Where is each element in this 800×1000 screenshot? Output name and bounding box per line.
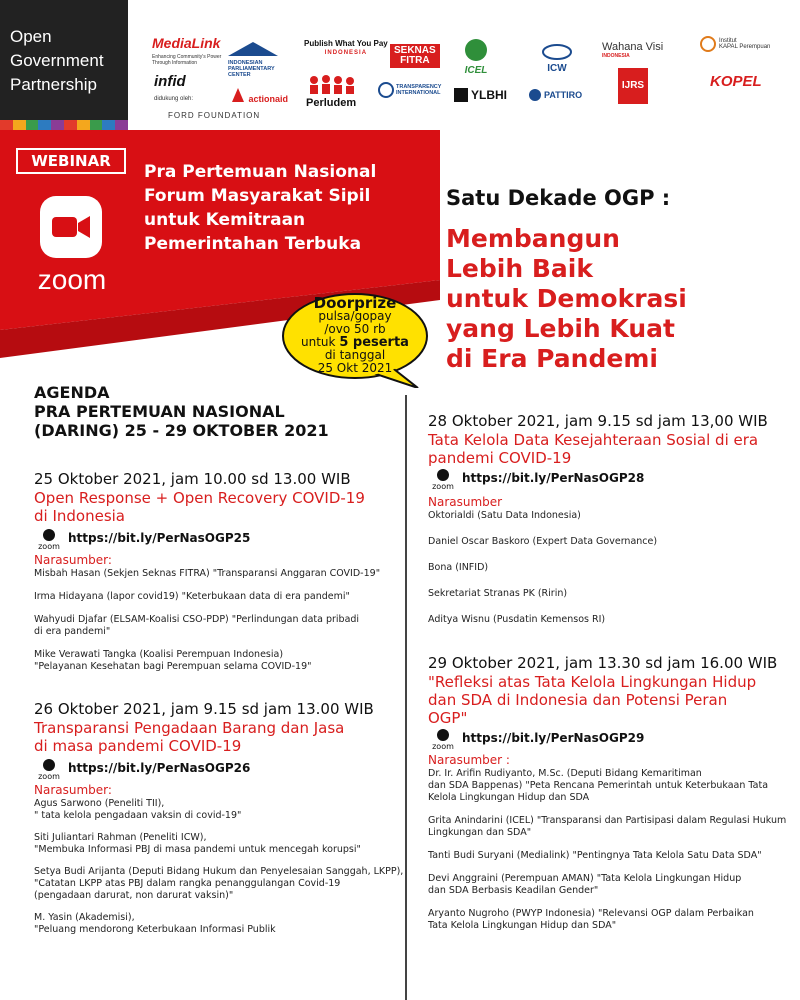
ogp-logo-box (0, 0, 128, 130)
session-topic-line: di masa pandemi COVID-19 (34, 737, 242, 755)
speaker-line: Aryanto Nugroho (PWYP Indonesia) "Relevansi OGP dalam Perbaikan (428, 908, 754, 919)
session-topic-line: "Refleksi atas Tata Kelola Lingkungan Hidup (428, 673, 757, 691)
session-link-row (428, 469, 798, 491)
doorprize-title: Doorprize (313, 294, 397, 312)
narasumber-heading: Narasumber: (34, 783, 112, 797)
speaker-line: dan SDA Bappenas) "Peta Rencana Pemerintah untuk Keterbukaan Tata (428, 780, 769, 791)
ogp-stripe (38, 120, 51, 130)
satu-dekade-heading: Satu Dekade OGP : (446, 186, 671, 210)
speaker-entry (34, 866, 404, 902)
medialink-logo: MediaLink Enhancing Community's Power Through Information (152, 35, 222, 66)
session-topic-line: Transparansi Pengadaan Barang dan Jasa (34, 719, 345, 737)
session-registration-link[interactable]: https://bit.ly/PerNasOGP25 (68, 531, 251, 545)
ogp-color-stripes (0, 120, 128, 130)
speaker-line: Misbah Hasan (Sekjen Seknas FITRA) "Transparansi Anggaran COVID-19" (34, 568, 381, 579)
speaker-entry (428, 562, 798, 574)
speaker-entry (428, 908, 798, 932)
seknas-fitra-logo: SEKNAS FITRA (390, 44, 440, 68)
zoom-small-label: zoom (38, 542, 60, 551)
pwyp-logo: Publish What You Pay INDONESIA (304, 39, 388, 56)
didukung-label: didukung oleh: (154, 96, 194, 102)
pra-title-line: Pra Pertemuan Nasional (144, 162, 377, 182)
ogp-stripe (0, 120, 13, 130)
speaker-entry (428, 815, 798, 839)
session-topic (34, 489, 404, 525)
ogp-text-line3: Partnership (10, 75, 97, 94)
speaker-entry (428, 588, 798, 600)
perludem-logo: Perludem (306, 74, 356, 109)
speaker-entry (34, 912, 404, 936)
main-headline-line: untuk Demokrasi (446, 284, 687, 313)
ogp-stripe (51, 120, 64, 130)
wahana-visi-logo: Wahana Visi INDONESIA (602, 41, 664, 59)
doorprize-line: di tanggal (324, 348, 386, 362)
ylbhi-logo: YLBHI (454, 88, 507, 102)
ford-foundation-logo: FORD FOUNDATION (168, 111, 261, 120)
speaker-entry (34, 568, 404, 580)
session-registration-link[interactable]: https://bit.ly/PerNasOGP29 (462, 731, 645, 745)
speaker-entry (428, 850, 798, 862)
session-link-row (34, 759, 404, 781)
speaker-entry (34, 832, 404, 856)
session-date: 29 Oktober 2021, jam 13.30 sd jam 16.00 WIB (428, 654, 778, 672)
session-link-row (34, 529, 404, 551)
narasumber-heading: Narasumber (428, 495, 503, 509)
doorprize-text (290, 294, 420, 375)
pattiro-icon (528, 88, 542, 102)
doorprize-line: untuk 5 peserta (301, 335, 409, 350)
session-topic-line: di Indonesia (34, 507, 125, 525)
actionaid-logo: actionaid (232, 88, 288, 106)
speaker-line: (pengadaan darurat, non darurat vaksin)" (34, 890, 234, 901)
zoom-small-icon (34, 529, 64, 551)
speaker-line: Oktorialdi (Satu Data Indonesia) (428, 510, 581, 521)
actionaid-icon (232, 88, 244, 102)
ogp-stripe (77, 120, 90, 130)
session-registration-link[interactable]: https://bit.ly/PerNasOGP26 (68, 761, 251, 775)
speaker-line: M. Yasin (Akademisi), (34, 912, 135, 923)
speaker-entry (34, 649, 404, 673)
speaker-line: Kelola Lingkungan Hidup dan SDA (428, 792, 590, 803)
speaker-line: Wahyudi Djafar (ELSAM-Koalisi CSO-PDP) "Perlindungan data pribadi (34, 614, 360, 625)
main-headline-line: Lebih Baik (446, 254, 593, 283)
pra-title-line: Pemerintahan Terbuka (144, 234, 362, 254)
icw-logo: ICW (542, 44, 572, 74)
speaker-line: Agus Sarwono (Peneliti TII), (34, 798, 165, 809)
ogp-stripe (90, 120, 103, 130)
speaker-entry (34, 591, 404, 603)
icw-icon (542, 44, 572, 60)
zoom-small-icon (34, 759, 64, 781)
session-topic-line: Open Response + Open Recovery COVID-19 (34, 489, 365, 507)
kopel-logo: KOPEL (710, 73, 762, 90)
speaker-entry (428, 510, 798, 522)
partner-logos (140, 30, 800, 130)
icel-logo: ICEL (462, 38, 490, 76)
pra-pertemuan-title (144, 160, 404, 256)
main-headline-line: Membangun (446, 224, 620, 253)
ogp-stripe (115, 120, 128, 130)
ipc-roof-icon (228, 42, 278, 56)
session-date: 25 Oktober 2021, jam 10.00 sd 13.00 WIB (34, 470, 351, 488)
session-topic-line: pandemi COVID-19 (428, 449, 572, 467)
ogp-stripe (64, 120, 77, 130)
speaker-line: Sekretariat Stranas PK (Ririn) (428, 588, 568, 599)
main-headline (446, 224, 687, 374)
zoom-small-label: zoom (38, 772, 60, 781)
speaker-line: Irma Hidayana (lapor covid19) "Keterbukaan data di era pandemi" (34, 591, 350, 602)
zoom-camera-icon (40, 196, 102, 258)
main-headline-line: di Era Pandemi (446, 344, 658, 373)
ogp-text-line1: Open (10, 27, 52, 46)
zoom-logo-text: zoom (37, 264, 107, 295)
speaker-line: Daniel Oscar Baskoro (Expert Data Governance) (428, 536, 658, 547)
ogp-stripe (26, 120, 39, 130)
ylbhi-icon (454, 88, 468, 102)
kapal-perempuan-logo: Institut KAPAL Perempuan (700, 36, 770, 52)
zoom-small-icon (428, 729, 458, 751)
session-oct-26 (34, 700, 404, 936)
speaker-entry (428, 873, 798, 897)
session-topic-line: OGP" (428, 709, 468, 727)
session-topic (428, 431, 798, 467)
session-registration-link[interactable]: https://bit.ly/PerNasOGP28 (462, 471, 645, 485)
agenda-line: (DARING) 25 - 29 OKTOBER 2021 (34, 421, 329, 440)
doorprize-line: pulsa/gopay (318, 309, 392, 323)
speaker-line: Tanti Budi Suryani (Medialink) "Pentingnya Tata Kelola Satu Data SDA" (428, 850, 762, 861)
session-date: 28 Oktober 2021, jam 9.15 sd jam 13,00 WIB (428, 412, 768, 430)
main-headline-line: yang Lebih Kuat (446, 314, 675, 343)
pattiro-logo: PATTIRO (528, 88, 582, 102)
session-topic-line: dan SDA di Indonesia dan Potensi Peran (428, 691, 728, 709)
session-oct-28 (428, 412, 798, 626)
session-link-row (428, 729, 798, 751)
speaker-entry (428, 614, 798, 626)
speaker-line: " tata kelola pengadaan vaksin di covid-19" (34, 810, 242, 821)
zoom-small-icon (428, 469, 458, 491)
agenda-line: AGENDA (34, 383, 110, 402)
icel-leaf-icon (462, 38, 490, 62)
speaker-line: Tata Kelola Lingkungan Hidup dan SDA" (428, 920, 617, 931)
speaker-line: Devi Anggraini (Perempuan AMAN) "Tata Kelola Lingkungan Hidup (428, 873, 742, 884)
ipc-logo: INDONESIAN PARLIAMENTARY CENTER (228, 42, 286, 78)
speaker-line: "Pelayanan Kesehatan bagi Perempuan selama COVID-19" (34, 661, 312, 672)
ogp-stripe (102, 120, 115, 130)
ogp-text-line2: Government (10, 51, 104, 70)
speaker-line: dan SDA Berbasis Keadilan Gender" (428, 885, 599, 896)
speaker-line: Setya Budi Arijanta (Deputi Bidang Hukum dan Penyelesaian Sanggah, LKPP), (34, 866, 404, 877)
session-topic (34, 719, 404, 755)
speaker-entry (428, 536, 798, 548)
ogp-stripe (13, 120, 26, 130)
speaker-entry (34, 798, 404, 822)
speaker-line: "Catatan LKPP atas PBJ dalam rangka penanggulangan Covid-19 (34, 878, 341, 889)
zoom-small-label: zoom (432, 482, 454, 491)
infid-logo: infid (154, 73, 186, 90)
session-topic (428, 673, 798, 727)
session-oct-25 (34, 470, 404, 673)
speaker-line: "Peluang mendorong Keterbukaan Informasi Publik (34, 924, 276, 935)
agenda-line: PRA PERTEMUAN NASIONAL (34, 402, 285, 421)
agenda-heading (34, 383, 329, 440)
speaker-entry (34, 614, 404, 638)
speaker-line: Lingkungan dan SDA" (428, 827, 532, 838)
session-topic-line: Tata Kelola Data Kesejahteraan Sosial di era (428, 431, 759, 449)
narasumber-heading: Narasumber : (428, 753, 510, 767)
zoom-small-label: zoom (432, 742, 454, 751)
speaker-line: di era pandemi" (34, 626, 111, 637)
pra-title-line: Forum Masyarakat Sipil (144, 186, 371, 206)
speaker-entry (428, 768, 798, 804)
perludem-people-icon (306, 74, 356, 94)
session-oct-29 (428, 654, 798, 932)
speaker-line: "Membuka Informasi PBJ di masa pandemi untuk mencegah korupsi" (34, 844, 361, 855)
speaker-line: Grita Anindarini (ICEL) "Transparansi dan Partisipasi dalam Regulasi Hukum (428, 815, 787, 826)
pra-title-line: untuk Kemitraan (144, 210, 306, 230)
doorprize-line: /ovo 50 rb (324, 322, 386, 336)
doorprize-line: 25 Okt 2021 (317, 361, 393, 375)
speaker-line: Bona (INFID) (428, 562, 489, 573)
session-date: 26 Oktober 2021, jam 9.15 sd jam 13.00 WIB (34, 700, 374, 718)
webinar-tag: WEBINAR (16, 148, 126, 174)
ijrs-logo: IJRS (618, 68, 648, 104)
narasumber-heading: Narasumber: (34, 553, 112, 567)
speaker-line: Mike Verawati Tangka (Koalisi Perempuan Indonesia) (34, 649, 284, 660)
kapal-icon (700, 36, 716, 52)
transparency-international-logo: TRANSPARENCY INTERNATIONAL (378, 82, 450, 98)
speaker-line: Aditya Wisnu (Pusdatin Kemensos RI) (428, 614, 606, 625)
ti-globe-icon (378, 82, 394, 98)
speaker-line: Siti Juliantari Rahman (Peneliti ICW), (34, 832, 207, 843)
column-divider (405, 395, 407, 1000)
speaker-line: Dr. Ir. Arifin Rudiyanto, M.Sc. (Deputi Bidang Kemaritiman (428, 768, 702, 779)
